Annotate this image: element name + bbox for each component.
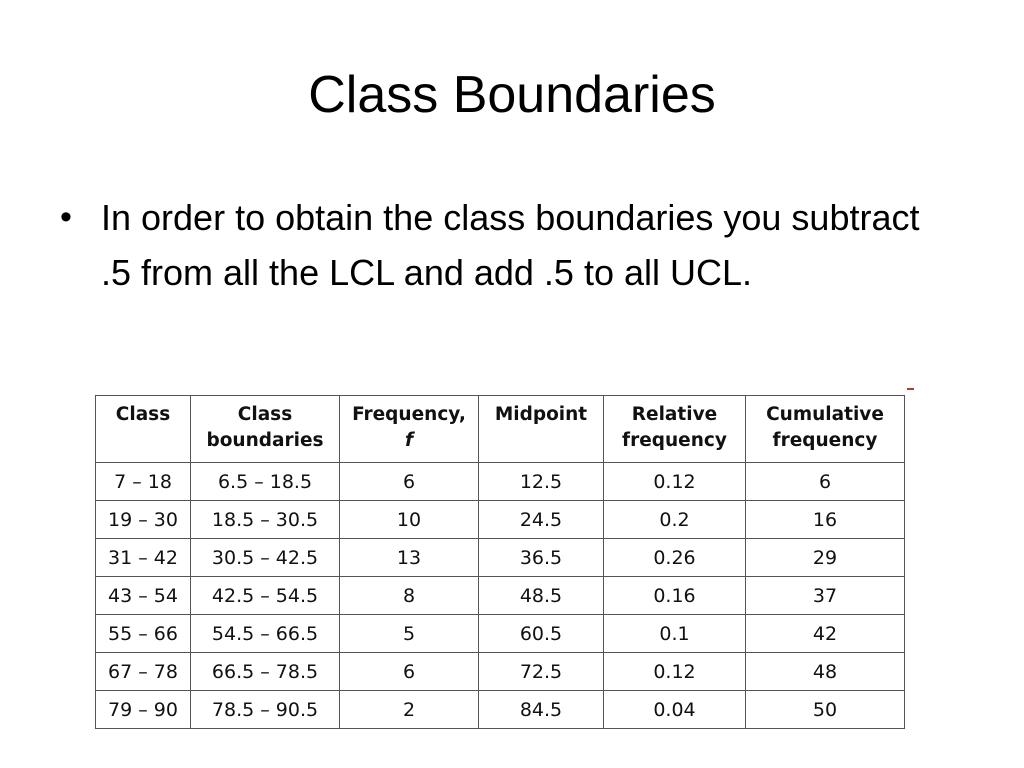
cell-relative-frequency: 0.12: [604, 653, 746, 691]
cell-class: 19 – 30: [96, 501, 191, 539]
table-header-row: [96, 396, 905, 463]
cell-midpoint: 60.5: [479, 615, 604, 653]
cell-class: 31 – 42: [96, 539, 191, 577]
table-row: [96, 691, 905, 729]
cell-frequency: 13: [340, 539, 479, 577]
cell-relative-frequency: 0.12: [604, 463, 746, 501]
cell-frequency: 6: [340, 653, 479, 691]
frequency-table: [95, 395, 905, 729]
cell-boundaries: 66.5 – 78.5: [191, 653, 340, 691]
cell-frequency: 8: [340, 577, 479, 615]
cell-boundaries: 78.5 – 90.5: [191, 691, 340, 729]
cell-cumulative-frequency: 50: [746, 691, 905, 729]
cell-boundaries: 30.5 – 42.5: [191, 539, 340, 577]
cell-midpoint: 72.5: [479, 653, 604, 691]
table-row: [96, 539, 905, 577]
cell-midpoint: 24.5: [479, 501, 604, 539]
cell-relative-frequency: 0.1: [604, 615, 746, 653]
table-row: [96, 653, 905, 691]
cell-frequency: 5: [340, 615, 479, 653]
header-class-boundaries: Class boundaries: [191, 396, 340, 463]
cell-class: 67 – 78: [96, 653, 191, 691]
cell-midpoint: 12.5: [479, 463, 604, 501]
cell-frequency: 6: [340, 463, 479, 501]
cell-midpoint: 36.5: [479, 539, 604, 577]
slide-title: Class Boundaries: [308, 66, 716, 124]
cell-midpoint: 48.5: [479, 577, 604, 615]
cell-cumulative-frequency: 37: [746, 577, 905, 615]
cell-cumulative-frequency: 48: [746, 653, 905, 691]
header-frequency: Frequency, f: [340, 396, 479, 463]
cell-class: 7 – 18: [96, 463, 191, 501]
table-row: [96, 463, 905, 501]
bullet-icon: •: [60, 198, 72, 236]
header-cumulative-frequency: Cumulative frequency: [746, 396, 905, 463]
cell-class: 55 – 66: [96, 615, 191, 653]
cell-cumulative-frequency: 16: [746, 501, 905, 539]
header-relative-frequency: Relative frequency: [604, 396, 746, 463]
cell-frequency: 10: [340, 501, 479, 539]
cell-relative-frequency: 0.2: [604, 501, 746, 539]
bullet-text: In order to obtain the class boundaries you subtract .5 from all the LCL and add .5 to all UCL.: [101, 197, 920, 293]
cell-boundaries: 54.5 – 66.5: [191, 615, 340, 653]
table-row: [96, 577, 905, 615]
cell-class: 79 – 90: [96, 691, 191, 729]
cell-boundaries: 6.5 – 18.5: [191, 463, 340, 501]
cell-cumulative-frequency: 42: [746, 615, 905, 653]
header-class: Class: [96, 396, 191, 463]
bullet-point: [60, 190, 940, 300]
header-midpoint: Midpoint: [479, 396, 604, 463]
cell-midpoint: 84.5: [479, 691, 604, 729]
cell-relative-frequency: 0.16: [604, 577, 746, 615]
table-row: [96, 501, 905, 539]
cell-relative-frequency: 0.04: [604, 691, 746, 729]
table-row: [96, 615, 905, 653]
cell-cumulative-frequency: 6: [746, 463, 905, 501]
cell-cumulative-frequency: 29: [746, 539, 905, 577]
cell-frequency: 2: [340, 691, 479, 729]
decorative-mark: [907, 388, 914, 390]
cell-boundaries: 18.5 – 30.5: [191, 501, 340, 539]
cell-relative-frequency: 0.26: [604, 539, 746, 577]
cell-class: 43 – 54: [96, 577, 191, 615]
cell-boundaries: 42.5 – 54.5: [191, 577, 340, 615]
frequency-table-container: [95, 395, 905, 729]
